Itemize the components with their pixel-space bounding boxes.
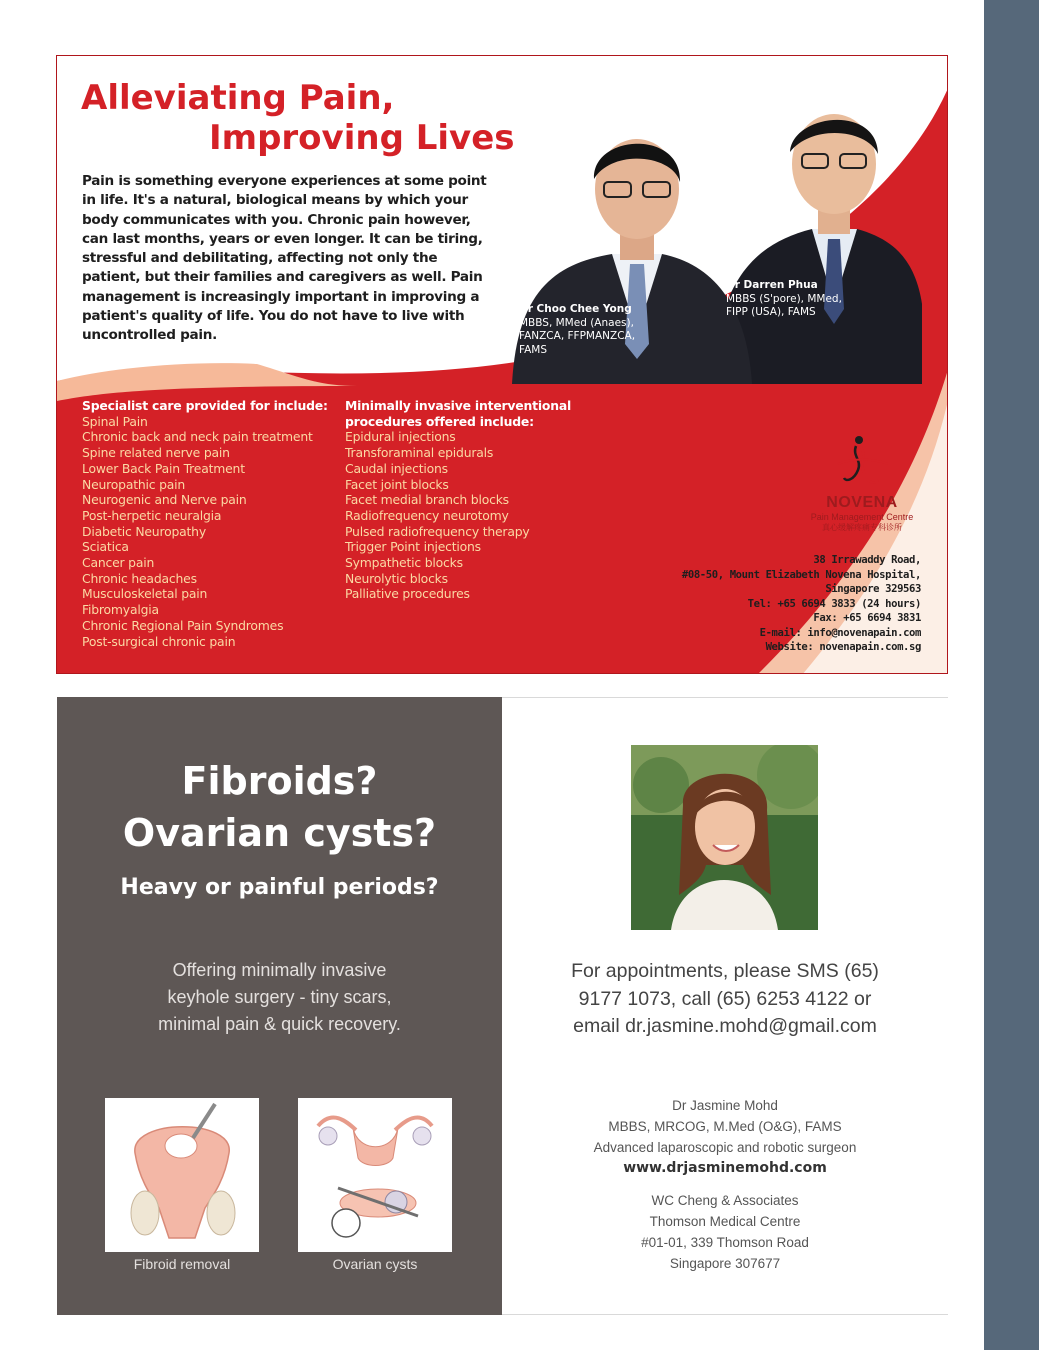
- novena-logo-mark-icon: [832, 434, 892, 490]
- ad2-right-panel: [502, 697, 948, 1315]
- list-item: Diabetic Neuropathy: [82, 523, 206, 539]
- novena-advertisement: [56, 55, 948, 674]
- caption-fibroid-removal: Fibroid removal: [133, 1256, 231, 1272]
- clinic-line: #01-01, 339 Thomson Road: [641, 1235, 809, 1250]
- subheadline: Heavy or painful periods?: [120, 875, 439, 900]
- fibroid-illustration: [105, 1098, 259, 1252]
- logo-chinese-name: 真心缓解疼痛专科诊所: [822, 523, 902, 532]
- doctor-1-name: Dr Choo Chee Yong: [519, 303, 632, 315]
- gynae-advertisement: [57, 697, 948, 1315]
- caption-ovarian-cysts: Ovarian cysts: [332, 1256, 418, 1272]
- doctor-2-caption: [726, 279, 842, 320]
- ad2-left-panel: [57, 697, 502, 1315]
- list-item: Palliative procedures: [345, 586, 470, 602]
- page-sidebar-strip: [984, 0, 1039, 1350]
- list-item: Pulsed radiofrequency therapy: [345, 523, 530, 539]
- doctor-2-creds-line: FIPP (USA), FAMS: [726, 306, 816, 318]
- list-item: Sympathetic blocks: [345, 555, 463, 571]
- doctor-role: Advanced laparoscopic and robotic surgeon: [593, 1140, 857, 1155]
- doctor-1-caption: [519, 303, 635, 357]
- list-item: Post-herpetic neuralgia: [82, 507, 222, 523]
- offer-line: minimal pain & quick recovery.: [158, 1014, 401, 1034]
- list-item: Neurolytic blocks: [345, 570, 448, 586]
- list-item: Cancer pain: [82, 555, 155, 571]
- doctor-1-creds-line: MBBS, MMed (Anaes),: [519, 316, 634, 329]
- title-line-2: Improving Lives: [209, 118, 515, 158]
- address-line: 38 Irrawaddy Road,: [813, 554, 921, 566]
- appointment-info: [502, 958, 948, 1041]
- list-item: Chronic Regional Pain Syndromes: [82, 617, 284, 633]
- list-item: Spinal Pain: [82, 413, 148, 429]
- list-item: Chronic back and neck pain treatment: [82, 429, 313, 445]
- list-item: Fibromyalgia: [82, 602, 159, 618]
- doctor-portrait-photo: [631, 745, 818, 930]
- novena-logo: [797, 434, 927, 533]
- email-line: E-mail: info@novenapain.com: [759, 626, 921, 639]
- doctor-details: [502, 1095, 948, 1274]
- list-item: Sciatica: [82, 539, 129, 555]
- appointment-line: email dr.jasmine.mohd@gmail.com: [573, 1015, 877, 1037]
- procedures-list: [345, 398, 571, 602]
- list-item: Lower Back Pain Treatment: [82, 460, 245, 476]
- address-line: #08-50, Mount Elizabeth Novena Hospital,: [681, 568, 921, 581]
- doctor-name: Dr Jasmine Mohd: [672, 1098, 778, 1113]
- offer-text: [97, 957, 462, 1038]
- headline: [57, 755, 502, 859]
- doctor-1-creds-line: FAMS: [519, 343, 547, 356]
- website-line: Website: novenapain.com.sg: [765, 641, 921, 653]
- fax-line: Fax: +65 6694 3831: [813, 612, 921, 624]
- ovarian-cyst-illustration: [298, 1098, 452, 1252]
- list-item: Trigger Point injections: [345, 539, 481, 555]
- clinic-line: WC Cheng & Associates: [651, 1193, 799, 1208]
- procedures-heading-line: Minimally invasive interventional: [345, 398, 572, 413]
- offer-line: keyhole surgery - tiny scars,: [167, 987, 392, 1007]
- doctor-2-creds-line: MBBS (S'pore), MMed,: [726, 292, 842, 305]
- title-line-1: Alleviating Pain,: [81, 78, 395, 118]
- list-item: Transforaminal epidurals: [345, 445, 494, 461]
- headline-line: Ovarian cysts?: [122, 811, 437, 855]
- logo-name: NOVENA: [826, 494, 898, 511]
- appointment-line: For appointments, please SMS (65): [571, 960, 879, 982]
- list-item: Facet joint blocks: [345, 476, 449, 492]
- uterus-fibroid-icon: [105, 1098, 259, 1252]
- list-item: Musculoskeletal pain: [82, 586, 208, 602]
- list-item: Spine related nerve pain: [82, 445, 230, 461]
- contact-address: [682, 553, 921, 655]
- doctor-website: www.drjasminemohd.com: [623, 1160, 827, 1176]
- offer-line: Offering minimally invasive: [172, 960, 387, 980]
- logo-subtitle: Pain Management Centre: [810, 512, 914, 522]
- clinic-line: Singapore 307677: [669, 1256, 781, 1271]
- doctor-credentials: MBBS, MRCOG, M.Med (O&G), FAMS: [608, 1119, 842, 1134]
- list-item: Facet medial branch blocks: [345, 492, 509, 508]
- list-item: Chronic headaches: [82, 570, 197, 586]
- headline-line: Fibroids?: [181, 759, 378, 803]
- specialist-care-heading: Specialist care provided for include:: [82, 398, 328, 413]
- list-item: Neurogenic and Nerve pain: [82, 492, 247, 508]
- list-item: Caudal injections: [345, 460, 448, 476]
- procedures-heading-line: procedures offered include:: [345, 413, 534, 429]
- doctor-2-name: Dr Darren Phua: [726, 279, 818, 291]
- list-item: Epidural injections: [345, 429, 456, 445]
- clinic-line: Thomson Medical Centre: [649, 1214, 801, 1229]
- ovarian-cyst-icon: [298, 1098, 452, 1252]
- ad-title: [81, 78, 515, 158]
- phone-line: Tel: +65 6694 3833 (24 hours): [747, 597, 921, 610]
- list-item: Neuropathic pain: [82, 476, 186, 492]
- appointment-line: 9177 1073, call (65) 6253 4122 or: [578, 987, 872, 1010]
- doctor-1-creds-line: FANZCA, FFPMANZCA,: [519, 330, 636, 342]
- specialist-care-list: [82, 398, 328, 649]
- address-line: Singapore 329563: [825, 583, 921, 595]
- intro-paragraph: Pain is something everyone experiences at some point in life. It's a natural, biological means by which your body communicates with you. Chronic pain however, can last months, years or even longer. It can be tiring, stressful and debilitating, affecting not only the patient, but their families and caregivers as well. Pain management is increasingly important in improving a patient's quality of life. You do not have to live with uncontrolled pain.: [82, 173, 487, 344]
- list-item: Radiofrequency neurotomy: [345, 507, 509, 523]
- list-item: Post-surgical chronic pain: [82, 633, 236, 649]
